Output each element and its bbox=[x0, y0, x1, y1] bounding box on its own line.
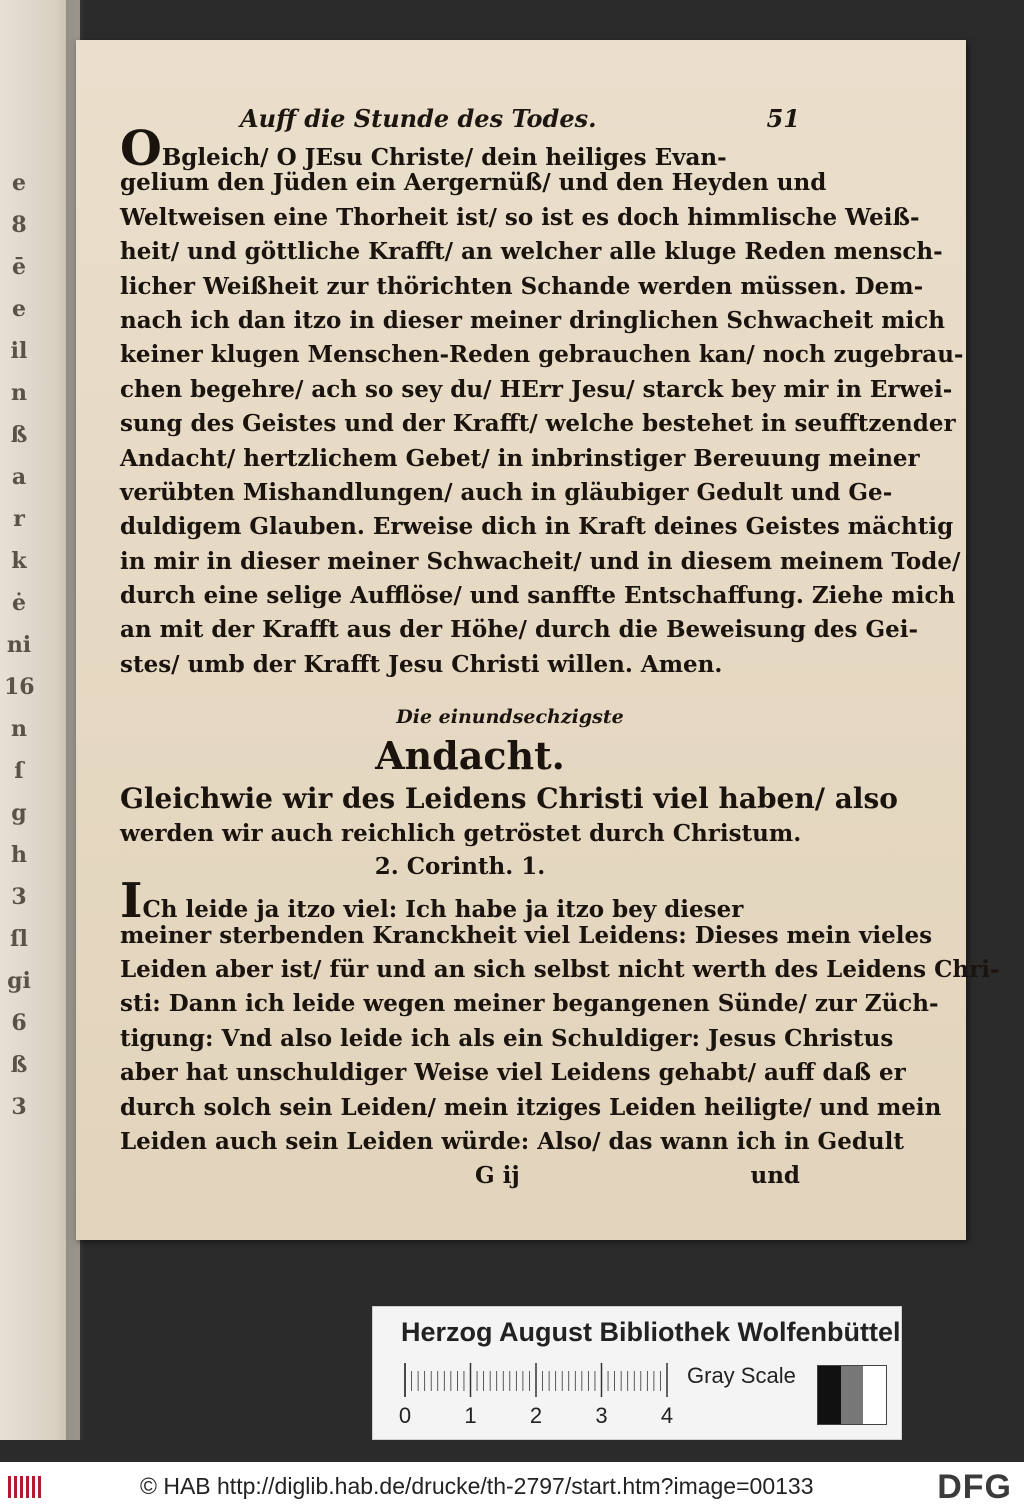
edge-glyph: ſl bbox=[10, 926, 28, 952]
text-line: in mir in dieser meiner Schwacheit/ und in diesem meinem Tode/ bbox=[120, 547, 961, 575]
text-line: durch eine selige Aufflöse/ und sanffte Entschaffung. Ziehe mich bbox=[120, 582, 956, 610]
text-line: heit/ und göttliche Krafft/ an welcher alle kluge Reden mensch- bbox=[120, 238, 943, 266]
swatch-gray bbox=[841, 1366, 864, 1424]
gray-scale-swatches bbox=[817, 1365, 887, 1425]
meditation-paragraph bbox=[120, 873, 1000, 1159]
text-line: Weltweisen eine Thorheit ist/ so ist es doch himmlische Weiß- bbox=[120, 203, 920, 231]
library-label-card bbox=[372, 1306, 902, 1440]
text-line: chen begehre/ ach so sey du/ HErr Jesu/ starck bey mir in Erwei- bbox=[120, 375, 953, 403]
text-line: sti: Dann ich leide wegen meiner begangenen Sünde/ zur Züch- bbox=[120, 990, 939, 1018]
text-line: durch solch sein Leiden/ mein itziges Leiden heiligte/ und mein bbox=[120, 1093, 942, 1121]
edge-glyph: r bbox=[13, 506, 25, 532]
copyright-url: © HAB http://diglib.hab.de/drucke/th-2797/start.htm?image=00133 bbox=[140, 1473, 814, 1499]
text-line: aber hat unschuldiger Weise viel Leidens gehabt/ auff daß er bbox=[120, 1059, 906, 1087]
edge-glyph: n bbox=[11, 380, 27, 406]
text-line: Andacht/ hertzlichem Gebet/ in inbrinstiger Bereuung meiner bbox=[120, 444, 920, 472]
hab-logo-icon bbox=[6, 1472, 46, 1502]
text-line: keiner klugen Menschen-Reden gebrauchen kan/ noch zugebrau- bbox=[120, 341, 964, 369]
scale-ruler bbox=[398, 1357, 674, 1428]
ruler-label: 3 bbox=[595, 1403, 608, 1428]
edge-glyph: e bbox=[12, 170, 26, 196]
verse-line-2: werden wir auch reichlich getröstet durch Christum. bbox=[120, 820, 802, 848]
dfg-logo: DFG bbox=[937, 1468, 1012, 1506]
text-line: meiner sterbenden Kranckheit viel Leidens: Dieses mein vieles bbox=[120, 921, 933, 949]
text-line: duldigem Glauben. Erweise dich in Kraft deines Geistes mächtig bbox=[120, 513, 954, 541]
text-line: an mit der Krafft aus der Höhe/ durch die Beweisung des Gei- bbox=[120, 616, 919, 644]
edge-glyph: 16 bbox=[4, 674, 35, 700]
text-line: nach ich dan itzo in dieser meiner dringlichen Schwacheit mich bbox=[120, 306, 946, 334]
text-line: stes/ umb der Krafft Jesu Christi willen. Amen. bbox=[120, 650, 723, 678]
edge-glyph: ē bbox=[12, 254, 26, 280]
verse-line-1: Gleichwie wir des Leidens Christi viel haben/ also bbox=[120, 782, 898, 816]
catchword: und bbox=[750, 1162, 800, 1190]
section-ordinal: Die einundsechzigste bbox=[396, 706, 624, 729]
text-line: licher Weißheit zur thörichten Schande werden müssen. Dem- bbox=[120, 272, 924, 300]
text-line: gelium den Jüden ein Aergernüß/ und den Heyden und bbox=[120, 169, 827, 197]
edge-glyph: h bbox=[11, 842, 27, 868]
edge-glyph: ß bbox=[10, 422, 28, 448]
viewer-footer bbox=[0, 1462, 1024, 1512]
swatch-white bbox=[863, 1366, 886, 1424]
edge-glyph: gi bbox=[7, 968, 31, 994]
edge-glyph: n bbox=[11, 716, 27, 742]
edge-glyph: g bbox=[11, 800, 27, 826]
edge-glyph: 3 bbox=[11, 1094, 27, 1120]
text-line: OBgleich/ O JEsu Christe/ dein heiliges Evan- bbox=[120, 121, 727, 177]
ruler-label: 2 bbox=[529, 1403, 543, 1428]
ruler-label: 4 bbox=[660, 1403, 674, 1428]
edge-glyph: 6 bbox=[11, 1010, 27, 1036]
text-line: verübten Mishandlungen/ auch in gläubiger Gedult und Ge- bbox=[120, 478, 893, 506]
text-line: Leiden auch sein Leiden würde: Also/ das wann ich in Gedult bbox=[120, 1127, 904, 1155]
ruler-label: 0 bbox=[398, 1403, 412, 1428]
edge-glyph: e bbox=[12, 296, 26, 322]
edge-glyph: ß bbox=[10, 1052, 28, 1078]
page-text bbox=[120, 121, 1000, 1193]
edge-glyph: 3 bbox=[11, 884, 27, 910]
edge-glyph: 8 bbox=[11, 212, 27, 238]
running-head-title: Auff die Stunde des Todes. bbox=[240, 104, 597, 133]
text-line: sung des Geistes und der Krafft/ welche bestehet in seufftzender bbox=[120, 410, 956, 438]
signature-mark: G ij bbox=[475, 1162, 520, 1190]
section-title: Andacht. bbox=[375, 733, 565, 779]
ruler-label: 1 bbox=[464, 1403, 477, 1428]
prayer-paragraph bbox=[120, 121, 964, 682]
gray-scale-label: Gray Scale bbox=[687, 1363, 796, 1388]
text-line: ICh leide ja itzo viel: Ich habe ja itzo bey dieser bbox=[120, 873, 744, 930]
library-name: Herzog August Bibliothek Wolfenbüttel bbox=[401, 1317, 901, 1347]
catchline bbox=[120, 1159, 800, 1193]
edge-glyph: ė bbox=[12, 590, 26, 616]
edge-glyph: ni bbox=[6, 632, 32, 658]
text-line: Leiden aber ist/ für und an sich selbst nicht werth des Leidens Chri- bbox=[120, 956, 1000, 984]
verse-reference: 2. Corinth. 1. bbox=[374, 853, 546, 881]
text-line: tigung: Vnd also leide ich als ein Schuldiger: Jesus Christus bbox=[120, 1024, 894, 1052]
swatch-black bbox=[818, 1366, 841, 1424]
page-number: 51 bbox=[766, 104, 800, 133]
edge-glyph: il bbox=[10, 338, 28, 364]
edge-glyph: ſ bbox=[14, 758, 24, 784]
edge-glyph: a bbox=[11, 464, 27, 490]
edge-glyph: k bbox=[11, 548, 27, 574]
